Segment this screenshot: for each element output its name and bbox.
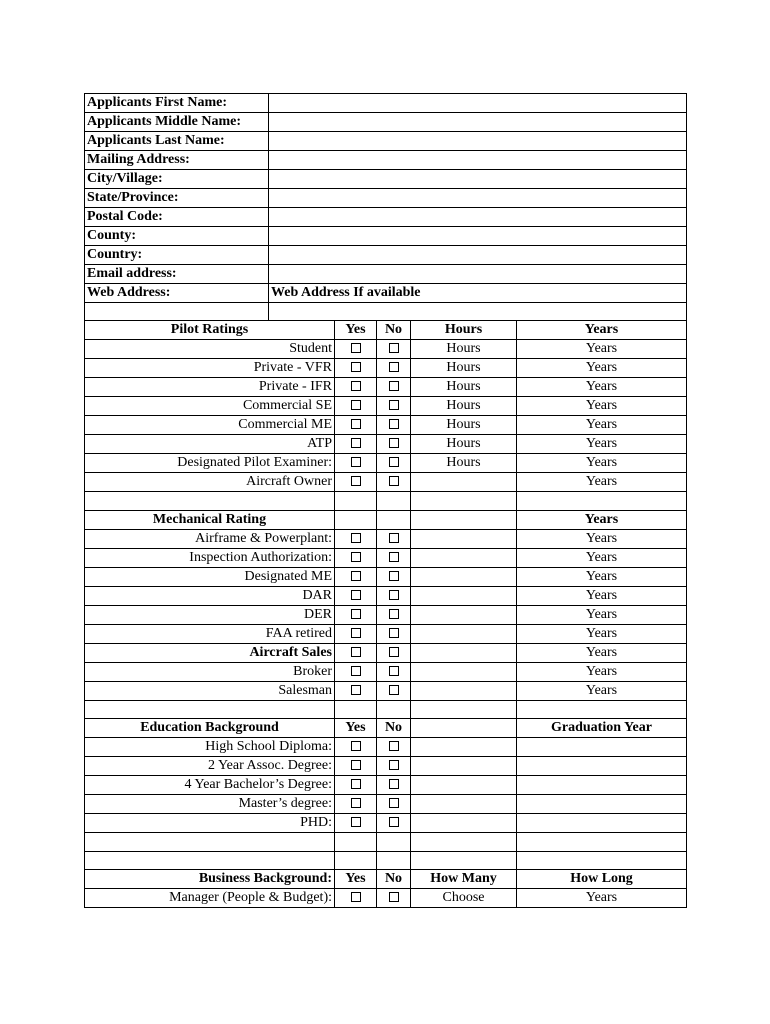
applicant-last-name-row — [85, 132, 687, 151]
education-row — [85, 738, 687, 757]
graduation-year-field[interactable] — [517, 776, 687, 795]
mechanical-rating-header: Mechanical Rating — [85, 510, 335, 529]
no-checkbox[interactable] — [389, 438, 399, 448]
no-checkbox[interactable] — [389, 419, 399, 429]
yes-checkbox[interactable] — [351, 666, 361, 676]
how-many-select[interactable]: Choose — [411, 889, 517, 908]
yes-cell[interactable] — [335, 738, 377, 757]
no-checkbox[interactable] — [389, 590, 399, 600]
mechanical-row — [85, 681, 687, 700]
no-checkbox[interactable] — [389, 609, 399, 619]
application-form — [84, 93, 687, 908]
education-row — [85, 795, 687, 814]
yes-checkbox[interactable] — [351, 590, 361, 600]
mechanical-row — [85, 529, 687, 548]
no-checkbox[interactable] — [389, 647, 399, 657]
no-cell[interactable] — [377, 738, 411, 757]
spacer-cell — [335, 492, 377, 510]
spacer-cell — [377, 700, 411, 718]
years-header: Years — [517, 321, 687, 340]
no-cell[interactable] — [377, 605, 411, 624]
blank-cell — [411, 757, 517, 776]
yes-checkbox[interactable] — [351, 892, 361, 902]
pilot-rating-label: Commercial ME — [85, 416, 335, 435]
yes-cell[interactable] — [335, 795, 377, 814]
pilot-rating-label: Commercial SE — [85, 397, 335, 416]
applicant-middle-name-row — [85, 113, 687, 132]
spacer-cell — [411, 833, 517, 851]
years-field[interactable]: Years — [517, 454, 687, 473]
no-header — [377, 510, 411, 529]
yes-header: Yes — [335, 719, 377, 738]
city-field[interactable] — [269, 170, 687, 189]
no-cell[interactable] — [377, 662, 411, 681]
how-many-header: How Many — [411, 870, 517, 889]
pilot-row — [85, 416, 687, 435]
postal-code-field[interactable] — [269, 208, 687, 227]
no-cell[interactable] — [377, 586, 411, 605]
mechanical-rating-label: FAA retired — [85, 624, 335, 643]
spacer-cell — [411, 851, 517, 869]
years-field[interactable]: Years — [517, 681, 687, 700]
no-cell[interactable] — [377, 757, 411, 776]
yes-header: Yes — [335, 321, 377, 340]
blank-cell — [411, 605, 517, 624]
pilot-rating-label: Designated Pilot Examiner: — [85, 454, 335, 473]
blank-cell — [411, 548, 517, 567]
yes-cell[interactable] — [335, 359, 377, 378]
city-row — [85, 170, 687, 189]
no-cell[interactable] — [377, 397, 411, 416]
country-label: Country: — [85, 246, 269, 265]
yes-checkbox[interactable] — [351, 343, 361, 353]
graduation-year-field[interactable] — [517, 757, 687, 776]
spacer-cell — [85, 833, 335, 851]
yes-cell[interactable] — [335, 814, 377, 833]
yes-checkbox[interactable] — [351, 457, 361, 467]
mechanical-row — [85, 586, 687, 605]
blank-cell — [411, 814, 517, 833]
yes-cell[interactable] — [335, 473, 377, 492]
pilot-rating-label: Private - VFR — [85, 359, 335, 378]
no-header: No — [377, 719, 411, 738]
last-name-label: Applicants Last Name: — [85, 132, 269, 151]
yes-cell[interactable] — [335, 757, 377, 776]
spacer-cell — [411, 700, 517, 718]
state-field[interactable] — [269, 189, 687, 208]
hours-field[interactable]: Hours — [411, 397, 517, 416]
no-checkbox[interactable] — [389, 552, 399, 562]
pilot-rating-label: Private - IFR — [85, 378, 335, 397]
yes-cell[interactable] — [335, 548, 377, 567]
hours-field[interactable]: Hours — [411, 435, 517, 454]
education-row — [85, 757, 687, 776]
no-cell[interactable] — [377, 624, 411, 643]
spacer-cell — [335, 851, 377, 869]
yes-checkbox[interactable] — [351, 438, 361, 448]
blank-cell — [411, 567, 517, 586]
education-label: PHD: — [85, 814, 335, 833]
no-cell[interactable] — [377, 454, 411, 473]
yes-checkbox[interactable] — [351, 741, 361, 751]
yes-checkbox[interactable] — [351, 760, 361, 770]
education-label: Master’s degree: — [85, 795, 335, 814]
spacer-row — [85, 303, 687, 321]
yes-cell[interactable] — [335, 378, 377, 397]
no-cell[interactable] — [377, 473, 411, 492]
hours-header: Hours — [411, 321, 517, 340]
no-cell[interactable] — [377, 643, 411, 662]
yes-cell[interactable] — [335, 776, 377, 795]
years-header: Years — [517, 510, 687, 529]
spacer-cell — [85, 303, 269, 321]
postal-row — [85, 208, 687, 227]
no-cell[interactable] — [377, 567, 411, 586]
spacer-cell — [517, 851, 687, 869]
mechanical-row — [85, 662, 687, 681]
first-name-field[interactable] — [269, 94, 687, 113]
years-field[interactable]: Years — [517, 624, 687, 643]
yes-checkbox[interactable] — [351, 817, 361, 827]
no-checkbox[interactable] — [389, 760, 399, 770]
spacer-cell — [517, 700, 687, 718]
pilot-row — [85, 359, 687, 378]
first-name-label: Applicants First Name: — [85, 94, 269, 113]
yes-checkbox[interactable] — [351, 381, 361, 391]
no-checkbox[interactable] — [389, 533, 399, 543]
education-label: 2 Year Assoc. Degree: — [85, 757, 335, 776]
mechanical-row — [85, 567, 687, 586]
no-checkbox[interactable] — [389, 343, 399, 353]
graduation-year-header: Graduation Year — [517, 719, 687, 738]
education-label: 4 Year Bachelor’s Degree: — [85, 776, 335, 795]
spacer-row — [85, 492, 687, 510]
no-checkbox[interactable] — [389, 741, 399, 751]
how-long-field[interactable]: Years — [517, 889, 687, 908]
yes-cell[interactable] — [335, 586, 377, 605]
no-checkbox[interactable] — [389, 457, 399, 467]
pilot-rating-label: Aircraft Owner — [85, 473, 335, 492]
no-checkbox[interactable] — [389, 779, 399, 789]
postal-code-label: Postal Code: — [85, 208, 269, 227]
years-field[interactable]: Years — [517, 416, 687, 435]
no-cell[interactable] — [377, 889, 411, 908]
yes-checkbox[interactable] — [351, 628, 361, 638]
years-field[interactable]: Years — [517, 548, 687, 567]
no-checkbox[interactable] — [389, 817, 399, 827]
yes-cell[interactable] — [335, 889, 377, 908]
no-header: No — [377, 870, 411, 889]
pilot-row — [85, 378, 687, 397]
blank-cell — [411, 586, 517, 605]
education-header: Education Background — [85, 719, 335, 738]
blank-cell — [411, 643, 517, 662]
mailing-address-row — [85, 151, 687, 170]
middle-name-field[interactable] — [269, 113, 687, 132]
no-header: No — [377, 321, 411, 340]
spacer-cell — [377, 851, 411, 869]
no-cell[interactable] — [377, 359, 411, 378]
spacer-cell — [517, 492, 687, 510]
mechanical-row — [85, 624, 687, 643]
mechanical-row — [85, 605, 687, 624]
spacer-row — [85, 700, 687, 718]
no-checkbox[interactable] — [389, 362, 399, 372]
hours-field[interactable]: Hours — [411, 378, 517, 397]
no-cell[interactable] — [377, 435, 411, 454]
years-field[interactable]: Years — [517, 378, 687, 397]
business-background-header: Business Background: — [85, 870, 335, 889]
years-field[interactable]: Years — [517, 359, 687, 378]
blank-cell — [411, 662, 517, 681]
spacer-cell — [335, 833, 377, 851]
mechanical-header-row — [85, 510, 687, 529]
no-checkbox[interactable] — [389, 400, 399, 410]
education-row — [85, 776, 687, 795]
years-field[interactable]: Years — [517, 397, 687, 416]
no-cell[interactable] — [377, 795, 411, 814]
yes-checkbox[interactable] — [351, 647, 361, 657]
no-cell[interactable] — [377, 529, 411, 548]
mechanical-rating-label: DAR — [85, 586, 335, 605]
yes-checkbox[interactable] — [351, 571, 361, 581]
spacer-cell — [85, 851, 335, 869]
yes-cell[interactable] — [335, 567, 377, 586]
county-field[interactable] — [269, 227, 687, 246]
graduation-year-field[interactable] — [517, 795, 687, 814]
spacer-row — [85, 833, 687, 851]
mechanical-rating-label: Salesman — [85, 681, 335, 700]
mechanical-rating-label: Broker — [85, 662, 335, 681]
email-field[interactable] — [269, 265, 687, 284]
no-checkbox[interactable] — [389, 892, 399, 902]
years-field[interactable]: Years — [517, 643, 687, 662]
yes-checkbox[interactable] — [351, 533, 361, 543]
education-header-row — [85, 719, 687, 738]
spacer-cell — [377, 492, 411, 510]
state-row — [85, 189, 687, 208]
yes-checkbox[interactable] — [351, 419, 361, 429]
no-cell[interactable] — [377, 814, 411, 833]
web-address-field[interactable]: Web Address If available — [269, 284, 687, 303]
mechanical-rating-label: Airframe & Powerplant: — [85, 529, 335, 548]
hours-field[interactable]: Hours — [411, 454, 517, 473]
spacer-cell — [85, 700, 335, 718]
yes-checkbox[interactable] — [351, 362, 361, 372]
no-cell[interactable] — [377, 340, 411, 359]
yes-cell[interactable] — [335, 681, 377, 700]
hours-field[interactable]: Hours — [411, 359, 517, 378]
yes-cell[interactable] — [335, 605, 377, 624]
state-label: State/Province: — [85, 189, 269, 208]
city-label: City/Village: — [85, 170, 269, 189]
pilot-ratings-header: Pilot Ratings — [85, 321, 335, 340]
email-row — [85, 265, 687, 284]
yes-cell[interactable] — [335, 624, 377, 643]
no-checkbox[interactable] — [389, 381, 399, 391]
mechanical-rating-label: Inspection Authorization: — [85, 548, 335, 567]
blank-cell — [411, 795, 517, 814]
applicant-first-name-row — [85, 94, 687, 113]
email-label: Email address: — [85, 265, 269, 284]
yes-checkbox[interactable] — [351, 609, 361, 619]
mechanical-rating-label: Designated ME — [85, 567, 335, 586]
country-field[interactable] — [269, 246, 687, 265]
yes-cell[interactable] — [335, 643, 377, 662]
pilot-rating-label: Student — [85, 340, 335, 359]
education-label: High School Diploma: — [85, 738, 335, 757]
spacer-cell — [411, 492, 517, 510]
pilot-ratings-header-row — [85, 321, 687, 340]
years-field[interactable]: Years — [517, 662, 687, 681]
yes-checkbox[interactable] — [351, 685, 361, 695]
blank-cell — [411, 624, 517, 643]
no-checkbox[interactable] — [389, 685, 399, 695]
mechanical-row — [85, 548, 687, 567]
no-checkbox[interactable] — [389, 666, 399, 676]
blank-cell — [411, 681, 517, 700]
no-cell[interactable] — [377, 378, 411, 397]
pilot-row — [85, 473, 687, 492]
blank-cell — [411, 776, 517, 795]
yes-cell[interactable] — [335, 435, 377, 454]
years-field[interactable]: Years — [517, 340, 687, 359]
blank-header — [411, 510, 517, 529]
yes-cell[interactable] — [335, 662, 377, 681]
web-address-label: Web Address: — [85, 284, 269, 303]
business-label: Manager (People & Budget): — [85, 889, 335, 908]
spacer-row — [85, 851, 687, 869]
graduation-year-field[interactable] — [517, 738, 687, 757]
yes-cell[interactable] — [335, 416, 377, 435]
county-row — [85, 227, 687, 246]
education-row — [85, 814, 687, 833]
yes-cell[interactable] — [335, 340, 377, 359]
yes-checkbox[interactable] — [351, 476, 361, 486]
no-cell[interactable] — [377, 776, 411, 795]
county-label: County: — [85, 227, 269, 246]
yes-checkbox[interactable] — [351, 400, 361, 410]
yes-cell[interactable] — [335, 529, 377, 548]
blank-cell — [411, 738, 517, 757]
country-row — [85, 246, 687, 265]
yes-checkbox[interactable] — [351, 798, 361, 808]
how-long-header: How Long — [517, 870, 687, 889]
yes-checkbox[interactable] — [351, 552, 361, 562]
spacer-cell — [335, 700, 377, 718]
spacer-cell — [377, 833, 411, 851]
web-address-row — [85, 284, 687, 303]
hours-field[interactable]: Hours — [411, 340, 517, 359]
pilot-row — [85, 397, 687, 416]
business-row — [85, 889, 687, 908]
no-checkbox[interactable] — [389, 476, 399, 486]
no-checkbox[interactable] — [389, 798, 399, 808]
years-field[interactable]: Years — [517, 435, 687, 454]
pilot-row — [85, 454, 687, 473]
business-header-row — [85, 870, 687, 889]
mailing-address-label: Mailing Address: — [85, 151, 269, 170]
mechanical-row — [85, 643, 687, 662]
yes-header: Yes — [335, 870, 377, 889]
no-cell[interactable] — [377, 416, 411, 435]
years-field[interactable]: Years — [517, 473, 687, 492]
mailing-address-field[interactable] — [269, 151, 687, 170]
blank-cell — [411, 529, 517, 548]
yes-header — [335, 510, 377, 529]
last-name-field[interactable] — [269, 132, 687, 151]
yes-cell[interactable] — [335, 454, 377, 473]
spacer-cell — [517, 833, 687, 851]
graduation-year-field[interactable] — [517, 814, 687, 833]
years-field[interactable]: Years — [517, 605, 687, 624]
no-cell[interactable] — [377, 681, 411, 700]
hours-field[interactable] — [411, 473, 517, 492]
aircraft-sales-label: Aircraft Sales — [85, 643, 335, 662]
spacer-cell — [269, 303, 687, 321]
years-field[interactable]: Years — [517, 529, 687, 548]
middle-name-label: Applicants Middle Name: — [85, 113, 269, 132]
mechanical-rating-label: DER — [85, 605, 335, 624]
pilot-row — [85, 340, 687, 359]
no-cell[interactable] — [377, 548, 411, 567]
years-field[interactable]: Years — [517, 586, 687, 605]
years-field[interactable]: Years — [517, 567, 687, 586]
no-checkbox[interactable] — [389, 571, 399, 581]
no-checkbox[interactable] — [389, 628, 399, 638]
spacer-cell — [85, 492, 335, 510]
pilot-row — [85, 435, 687, 454]
pilot-rating-label: ATP — [85, 435, 335, 454]
yes-cell[interactable] — [335, 397, 377, 416]
blank-header — [411, 719, 517, 738]
hours-field[interactable]: Hours — [411, 416, 517, 435]
yes-checkbox[interactable] — [351, 779, 361, 789]
